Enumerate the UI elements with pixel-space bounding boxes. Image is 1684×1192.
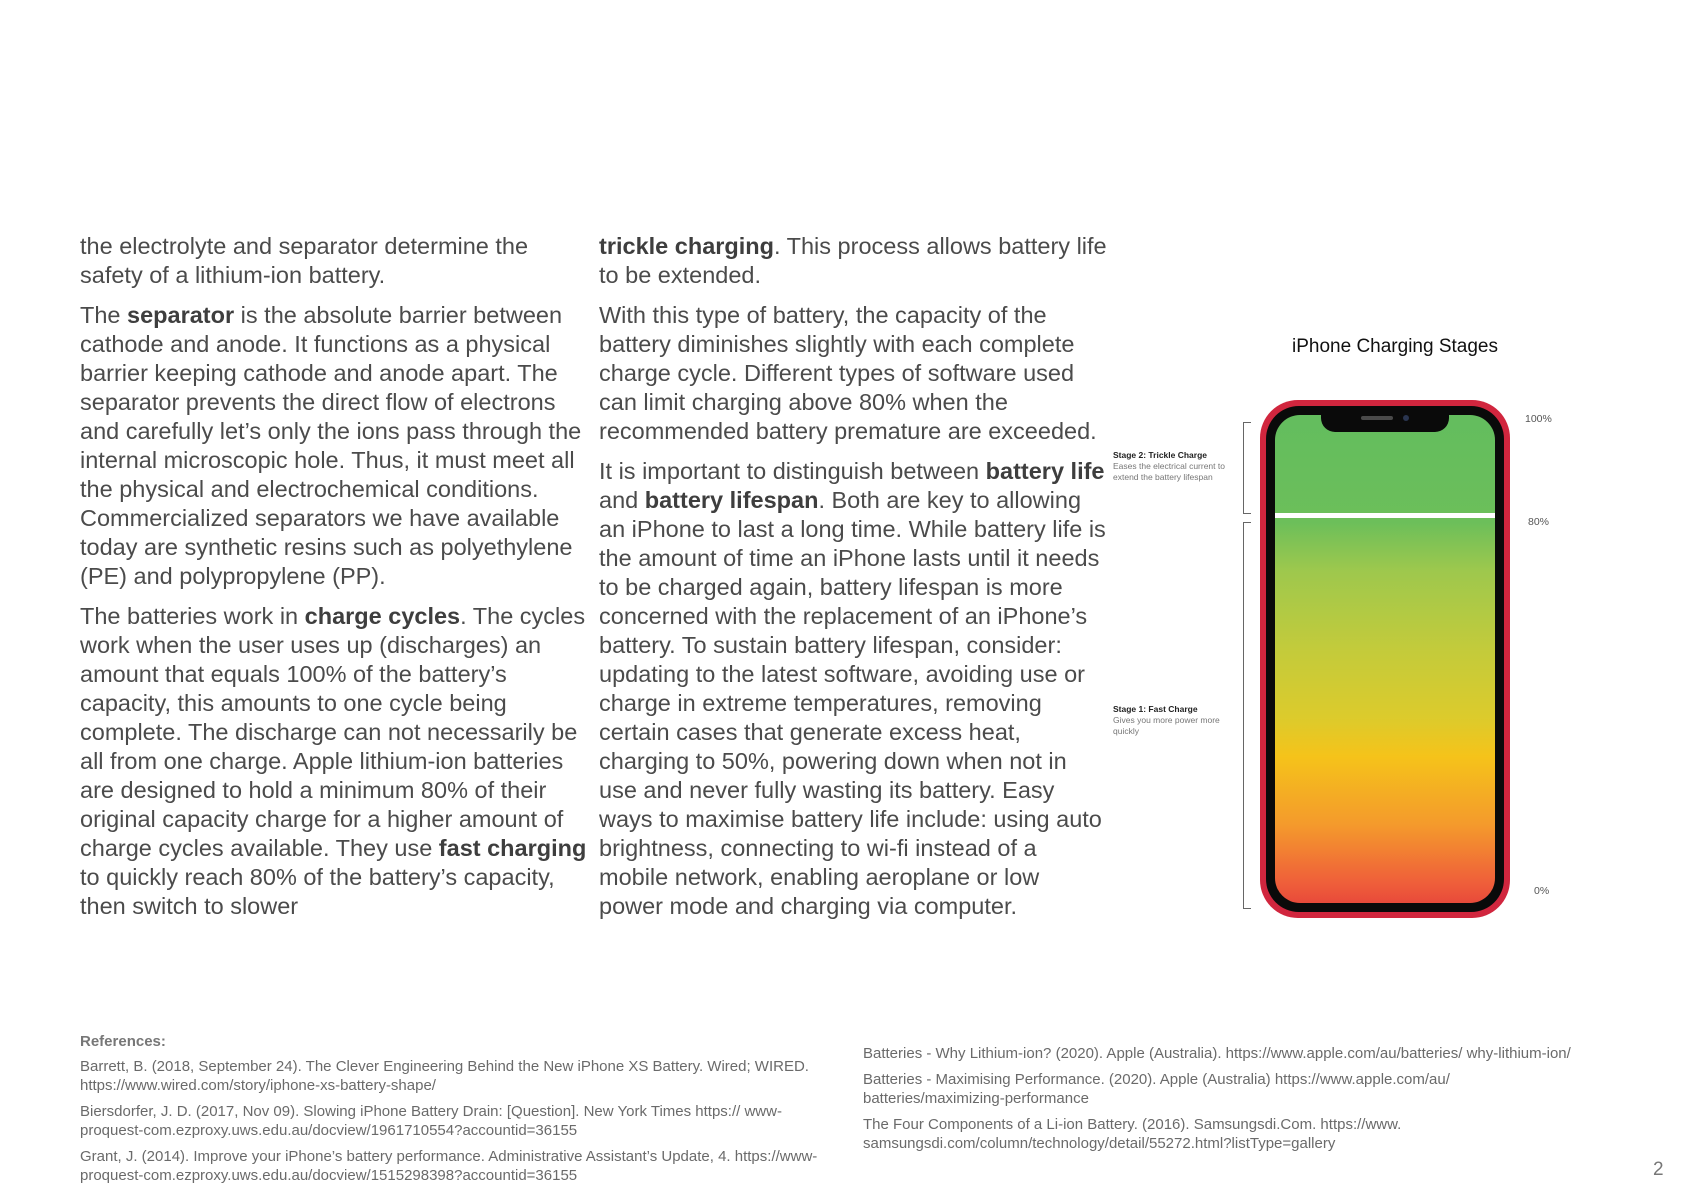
stage1-title: Stage 1: Fast Charge bbox=[1113, 704, 1198, 714]
paragraph: The separator is the absolute barrier between cathode and anode. It functions as a physical barrier keeping cathode and anode apart. The separator prevents the direct flow of electrons and carefully let’s only the ions pass through the internal microscopic hole. Thus, it must meet all the physical and electrochemical conditions. Commercialized separators we have available today are synthetic resins such as polyethylene (PE) and polypropylene (PP). bbox=[80, 302, 582, 589]
camera-icon bbox=[1403, 415, 1409, 421]
iphone-illustration bbox=[1260, 400, 1510, 918]
paragraph: The batteries work in charge cycles. The cycles work when the user uses up (discharges) an amount that equals 100% of the battery’s capacity, this amounts to one cycle being complete. The discharge can not necessarily be all from one charge. Apple lithium-ion batteries are designed to hold a minimum 80% of their original capacity charge for a higher amount of charge cycles available. They use fast charging to quickly reach 80% of the battery’s capacity, then switch to slower bbox=[80, 603, 587, 919]
body-column-left bbox=[80, 232, 590, 932]
stage2-title: Stage 2: Trickle Charge bbox=[1113, 450, 1208, 460]
bold-term: battery life bbox=[985, 458, 1105, 484]
phone-notch bbox=[1321, 406, 1449, 432]
body-column-right bbox=[599, 232, 1109, 932]
reference-item: Barrett, B. (2018, September 24). The Clever Engineering Behind the New iPhone XS Battery. Wired; WIRED. https://www.wired.com/story/iphone-xs-battery-shape/ bbox=[80, 1058, 809, 1094]
reference-item: Batteries - Maximising Performance. (2020). Apple (Australia) https://www.apple.com/au/ batteries/maximizing-performance bbox=[863, 1071, 1450, 1107]
bold-term: battery lifespan bbox=[644, 487, 819, 513]
references-heading: References: bbox=[80, 1033, 166, 1050]
stage1-bracket bbox=[1243, 522, 1251, 909]
paragraph: the electrolyte and separator determine the safety of a lithium-ion battery. bbox=[80, 233, 529, 288]
references-right bbox=[863, 1044, 1583, 1160]
label-80-percent: 80% bbox=[1528, 516, 1550, 528]
bold-term: fast charging bbox=[438, 835, 587, 861]
stage2-bracket bbox=[1243, 422, 1251, 514]
bold-term: trickle charging bbox=[599, 233, 774, 259]
stage1-description: Gives you more power more quickly bbox=[1113, 715, 1220, 736]
charging-stages-figure bbox=[1100, 330, 1560, 930]
figure-title: iPhone Charging Stages bbox=[1292, 336, 1498, 357]
paragraph: With this type of battery, the capacity of the battery diminishes slightly with each complete charge cycle. Different types of software used can limit charging above 80% when the recommended battery premature are exceeded. bbox=[599, 302, 1097, 444]
speaker-icon bbox=[1361, 416, 1393, 420]
label-100-percent: 100% bbox=[1525, 413, 1552, 425]
bold-term: separator bbox=[127, 302, 235, 328]
battery-level-gradient bbox=[1275, 415, 1495, 903]
stage2-description: Eases the electrical current to extend the battery lifespan bbox=[1113, 461, 1225, 482]
reference-item: The Four Components of a Li-ion Battery. (2016). Samsungsdi.Com. https://www. samsungsdi.com/column/technology/detail/55272.html?listType=gallery bbox=[863, 1116, 1402, 1152]
label-0-percent: 0% bbox=[1534, 885, 1550, 897]
reference-item: Biersdorfer, J. D. (2017, Nov 09). Slowing iPhone Battery Drain: [Question]. New York Times https:// www-proquest-com.ezproxy.uws.edu.au/docview/1961710554?accountid=36155 bbox=[80, 1103, 782, 1139]
page-number: 2 bbox=[1653, 1159, 1664, 1180]
paragraph: It is important to distinguish between battery life and battery lifespan. Both are key to allowing an iPhone to last a long time. While battery life is the amount of time an iPhone lasts until it needs to be charged again, battery lifespan is more concerned with the replacement of an iPhone’s battery. To sustain battery lifespan, consider: updating to the latest software, avoiding use or charge in extreme temperatures, removing certain cases that generate excess heat, charging to 50%, powering down when not in use and never fully wasting its battery. Easy ways to maximise battery life include: using auto brightness, connecting to wi-fi instead of a mobile network, enabling aeroplane or low power mode and charging via computer. bbox=[599, 458, 1106, 919]
paragraph: trickle charging. This process allows battery life to be extended. bbox=[599, 233, 1107, 288]
threshold-80-line bbox=[1275, 513, 1495, 518]
reference-item: Grant, J. (2014). Improve your iPhone’s battery performance. Administrative Assistant’s Update, 4. https://www-proquest-com.ezproxy.uws.edu.au/docview/1515298398?accountid=36155 bbox=[80, 1148, 818, 1184]
references-left bbox=[80, 1057, 845, 1192]
reference-item: Batteries - Why Lithium-ion? (2020). Apple (Australia). https://www.apple.com/au/batteries/ why-lithium-ion/ bbox=[863, 1045, 1571, 1062]
bold-term: charge cycles bbox=[304, 603, 461, 629]
